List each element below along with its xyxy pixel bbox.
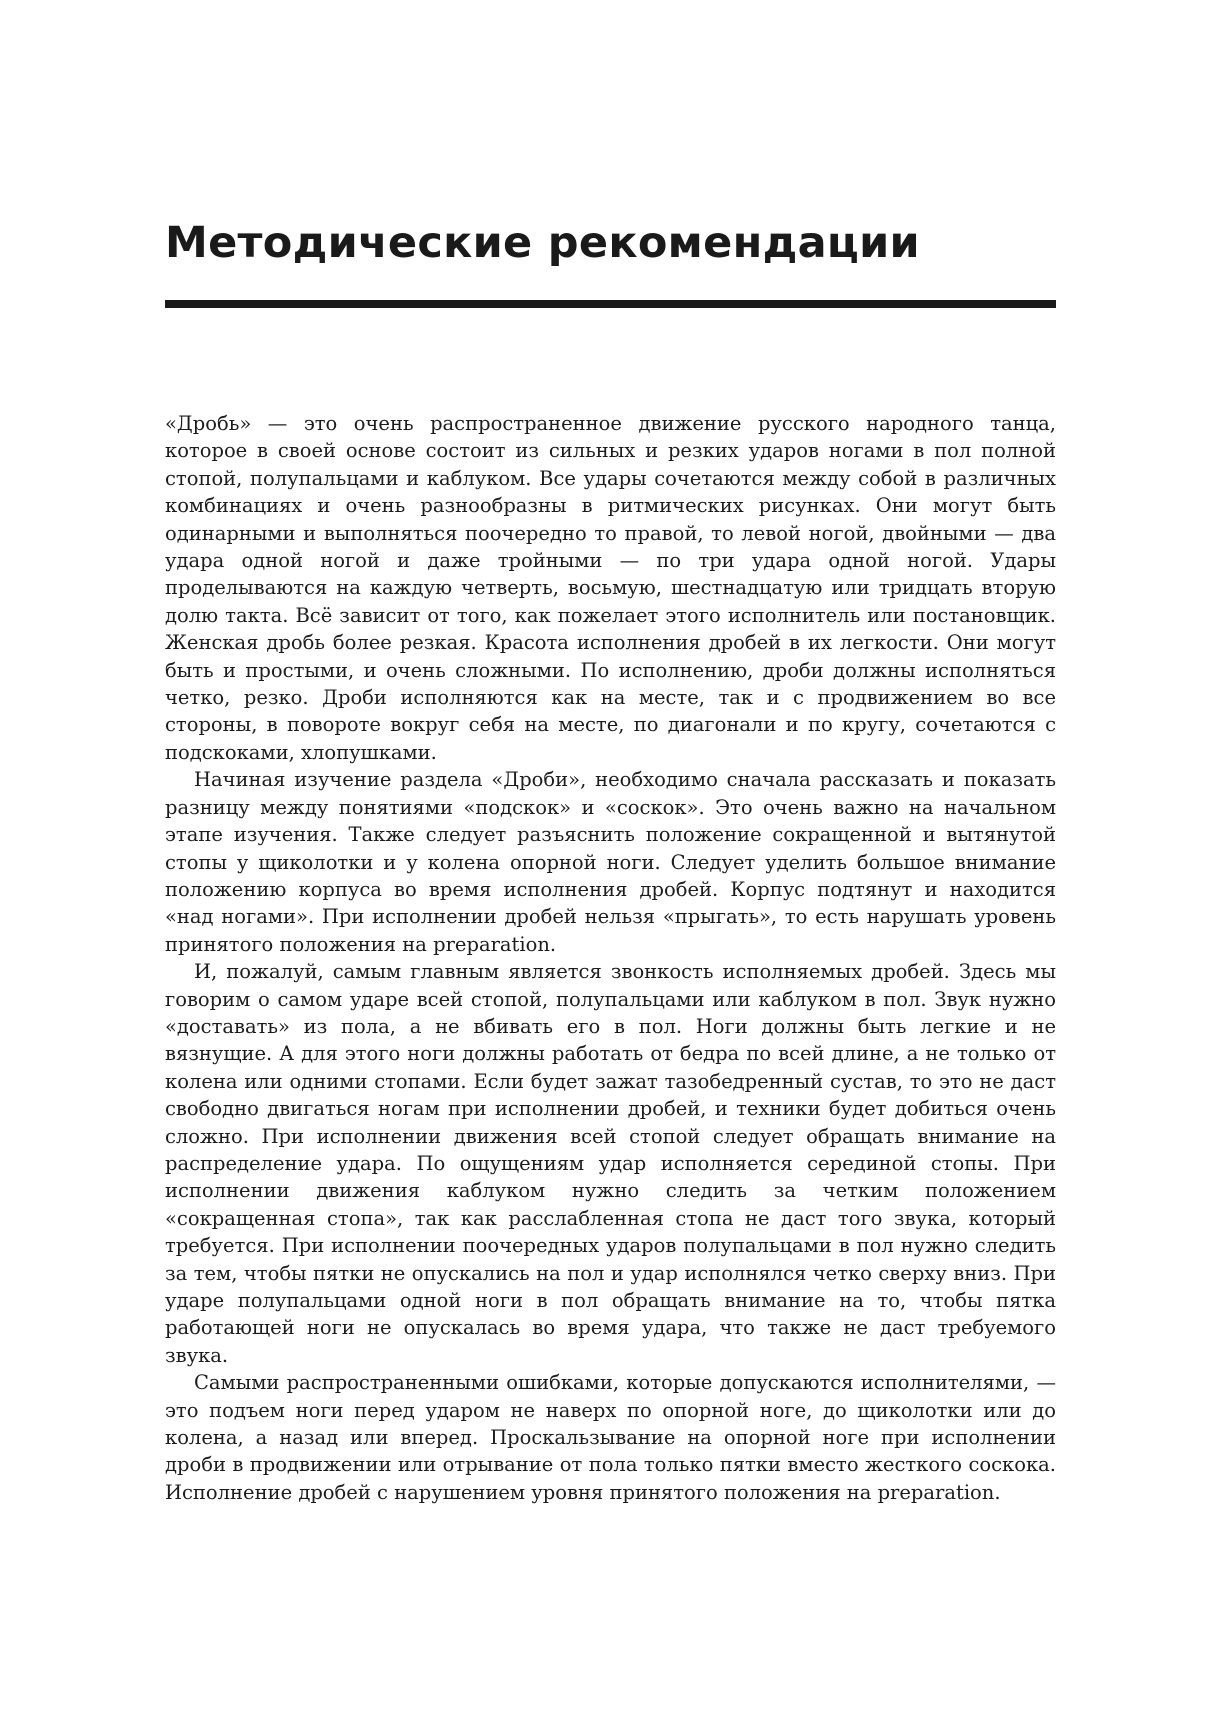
title-divider [165, 300, 1056, 308]
paragraph-2: Начиная изучение раздела «Дроби», необходимо сначала рассказать и показать разницу между понятиями «подскок» и «соскок». Это очень важно на начальном этапе изучения. Также следует разъяснить положение сокращенной и вытянутой стопы у щиколотки и у колена опорной ноги. Следует уделить большое внимание положению корпуса во время исполнения дробей. Корпус подтянут и находится «над ногами». При исполнении дробей нельзя «прыгать», то есть нарушать уровень принятого положения на preparation. [165, 768, 1056, 956]
body-text [165, 410, 1056, 1506]
page-title: Методические рекомендации [165, 218, 920, 268]
paragraph-3: И, пожалуй, самым главным является звонкость исполняемых дробей. Здесь мы говорим о самом ударе всей стопой, полупальцами или каблуком в пол. Звук нужно «доставать» из пола, а не вбивать его в пол. Ноги должны быть легкие и не вязнущие. А для этого ноги должны работать от бедра по всей длине, а не только от колена или одними стопами. Если будет зажат тазобедренный сустав, то это не даст свободно двигаться ногам при исполнении дробей, и техники будет добиться очень сложно. При исполнении движения всей стопой следует обращать внимание на распределение удара. По ощущениям удар исполняется серединой стопы. При исполнении движения каблуком нужно следить за четким положением «сокращенная стопа», так как расслабленная стопа не даст того звука, который требуется. При исполнении поочередных ударов полупальцами в пол нужно следить за тем, чтобы пятки не опускались на пол и удар исполнялся четко сверху вниз. При ударе полупальцами одной ноги в пол обращать внимание на то, чтобы пятка работающей ноги не опускалась во время удара, что также не даст требуемого звука. [165, 960, 1056, 1367]
paragraph-1: «Дробь» — это очень распространенное движение русского народного танца, которое в своей основе состоит из сильных и резких ударов ногами в пол полной стопой, полупальцами и каблуком. Все удары сочетаются между собой в различных комбинациях и очень разнообразны в ритмических рисунках. Они могут быть одинарными и выполняться поочередно то правой, то левой ногой, двойными — два удара одной ногой и даже тройными — по три удара одной ногой. Удары проделываются на каждую четверть, восьмую, шестнадцатую или тридцать вторую долю такта. Всё зависит от того, как пожелает этого исполнитель или постановщик. Женская дробь более резкая. Красота исполнения дробей в их легкости. Они могут быть и простыми, и очень сложными. По исполнению, дроби должны исполняться четко, резко. Дроби исполняются как на месте, так и с продвижением во все стороны, в повороте вокруг себя на месте, по диагонали и по кругу, сочетаются с подскоками, хлопушками. [165, 412, 1056, 764]
paragraph-4: Самыми распространенными ошибками, которые допускаются исполнителями, — это подъем ноги перед ударом не наверх по опорной ноге, до щиколотки или до колена, а назад или вперед. Проскальзывание на опорной ноге при исполнении дроби в продвижении или отрывание от пола только пятки вместо жесткого соскока. Исполнение дробей с нарушением уровня принятого положения на preparation. [165, 1371, 1056, 1504]
